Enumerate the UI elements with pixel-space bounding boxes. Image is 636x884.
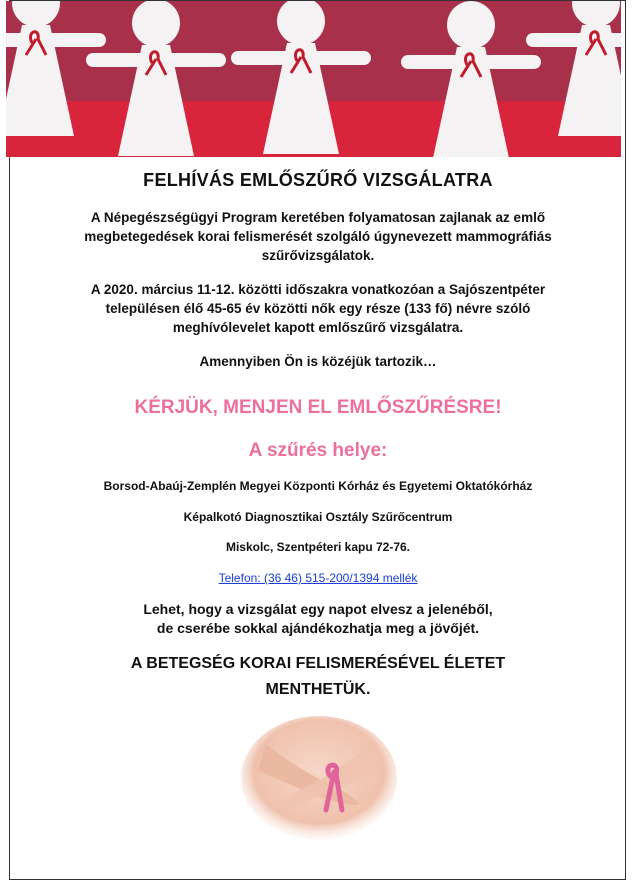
- woman-pink-ribbon-photo: [238, 714, 400, 842]
- banner-image-paper-dolls: [6, 1, 621, 157]
- question-text: Amennyiben Ön is közéjük tartozik…: [199, 354, 437, 369]
- intro-paragraph: [40, 208, 596, 265]
- intro-line-2: megbetegedések korai felismerését szolgáló úgynevezett mammográfiás: [84, 229, 552, 244]
- paper-dolls-illustration: [6, 1, 621, 157]
- address-text: Miskolc, Szentpéteri kapu 72-76.: [225, 540, 411, 554]
- closing-line-1: A BETEGSÉG KORAI FELISMERÉSÉVEL ÉLETET: [130, 655, 506, 672]
- page-title: FELHÍVÁS EMLŐSZŰRŐ VIZSGÁLATRA: [143, 170, 493, 190]
- closing-line-2: MENTHETÜK.: [265, 681, 371, 698]
- motto-paragraph: [40, 600, 596, 638]
- closing-statement: [0, 651, 636, 703]
- invite-line-1: A 2020. március 11-12. közötti időszakra vonatkozóan a Sajószentpéter: [90, 282, 546, 297]
- invite-line-2: településen élő 45-65 év közötti nők egy része (133 fő) névre szóló: [105, 301, 531, 316]
- motto-line-1: Lehet, hogy a vizsgálat egy napot elvesz a jelenéből,: [143, 601, 493, 617]
- appeal-heading: KÉRJÜK, MENJEN EL EMLŐSZŰRÉSRE!: [134, 397, 502, 418]
- invite-line-3: meghívólevelet kapott emlőszűrő vizsgálatra.: [172, 320, 464, 335]
- phone-line: [0, 571, 636, 585]
- department-name: Képalkotó Diagnosztikai Osztály Szűrőcentrum: [183, 510, 453, 524]
- invite-paragraph: [40, 280, 596, 337]
- hospital-name: Borsod-Abaúj-Zemplén Megyei Központi Kórház és Egyetemi Oktatókórház: [103, 479, 533, 493]
- intro-line-1: A Népegészségügyi Program keretében folyamatosan zajlanak az emlő: [90, 210, 546, 225]
- motto-line-2: de cserébe sokkal ajándékozhatja meg a jövőjét.: [156, 620, 480, 636]
- torso-illustration: [238, 714, 400, 842]
- intro-line-3: szűrővizsgálatok.: [261, 248, 375, 263]
- location-heading: A szűrés helye:: [248, 440, 388, 461]
- phone-link[interactable]: Telefon: (36 46) 515-200/1394 mellék: [218, 571, 418, 585]
